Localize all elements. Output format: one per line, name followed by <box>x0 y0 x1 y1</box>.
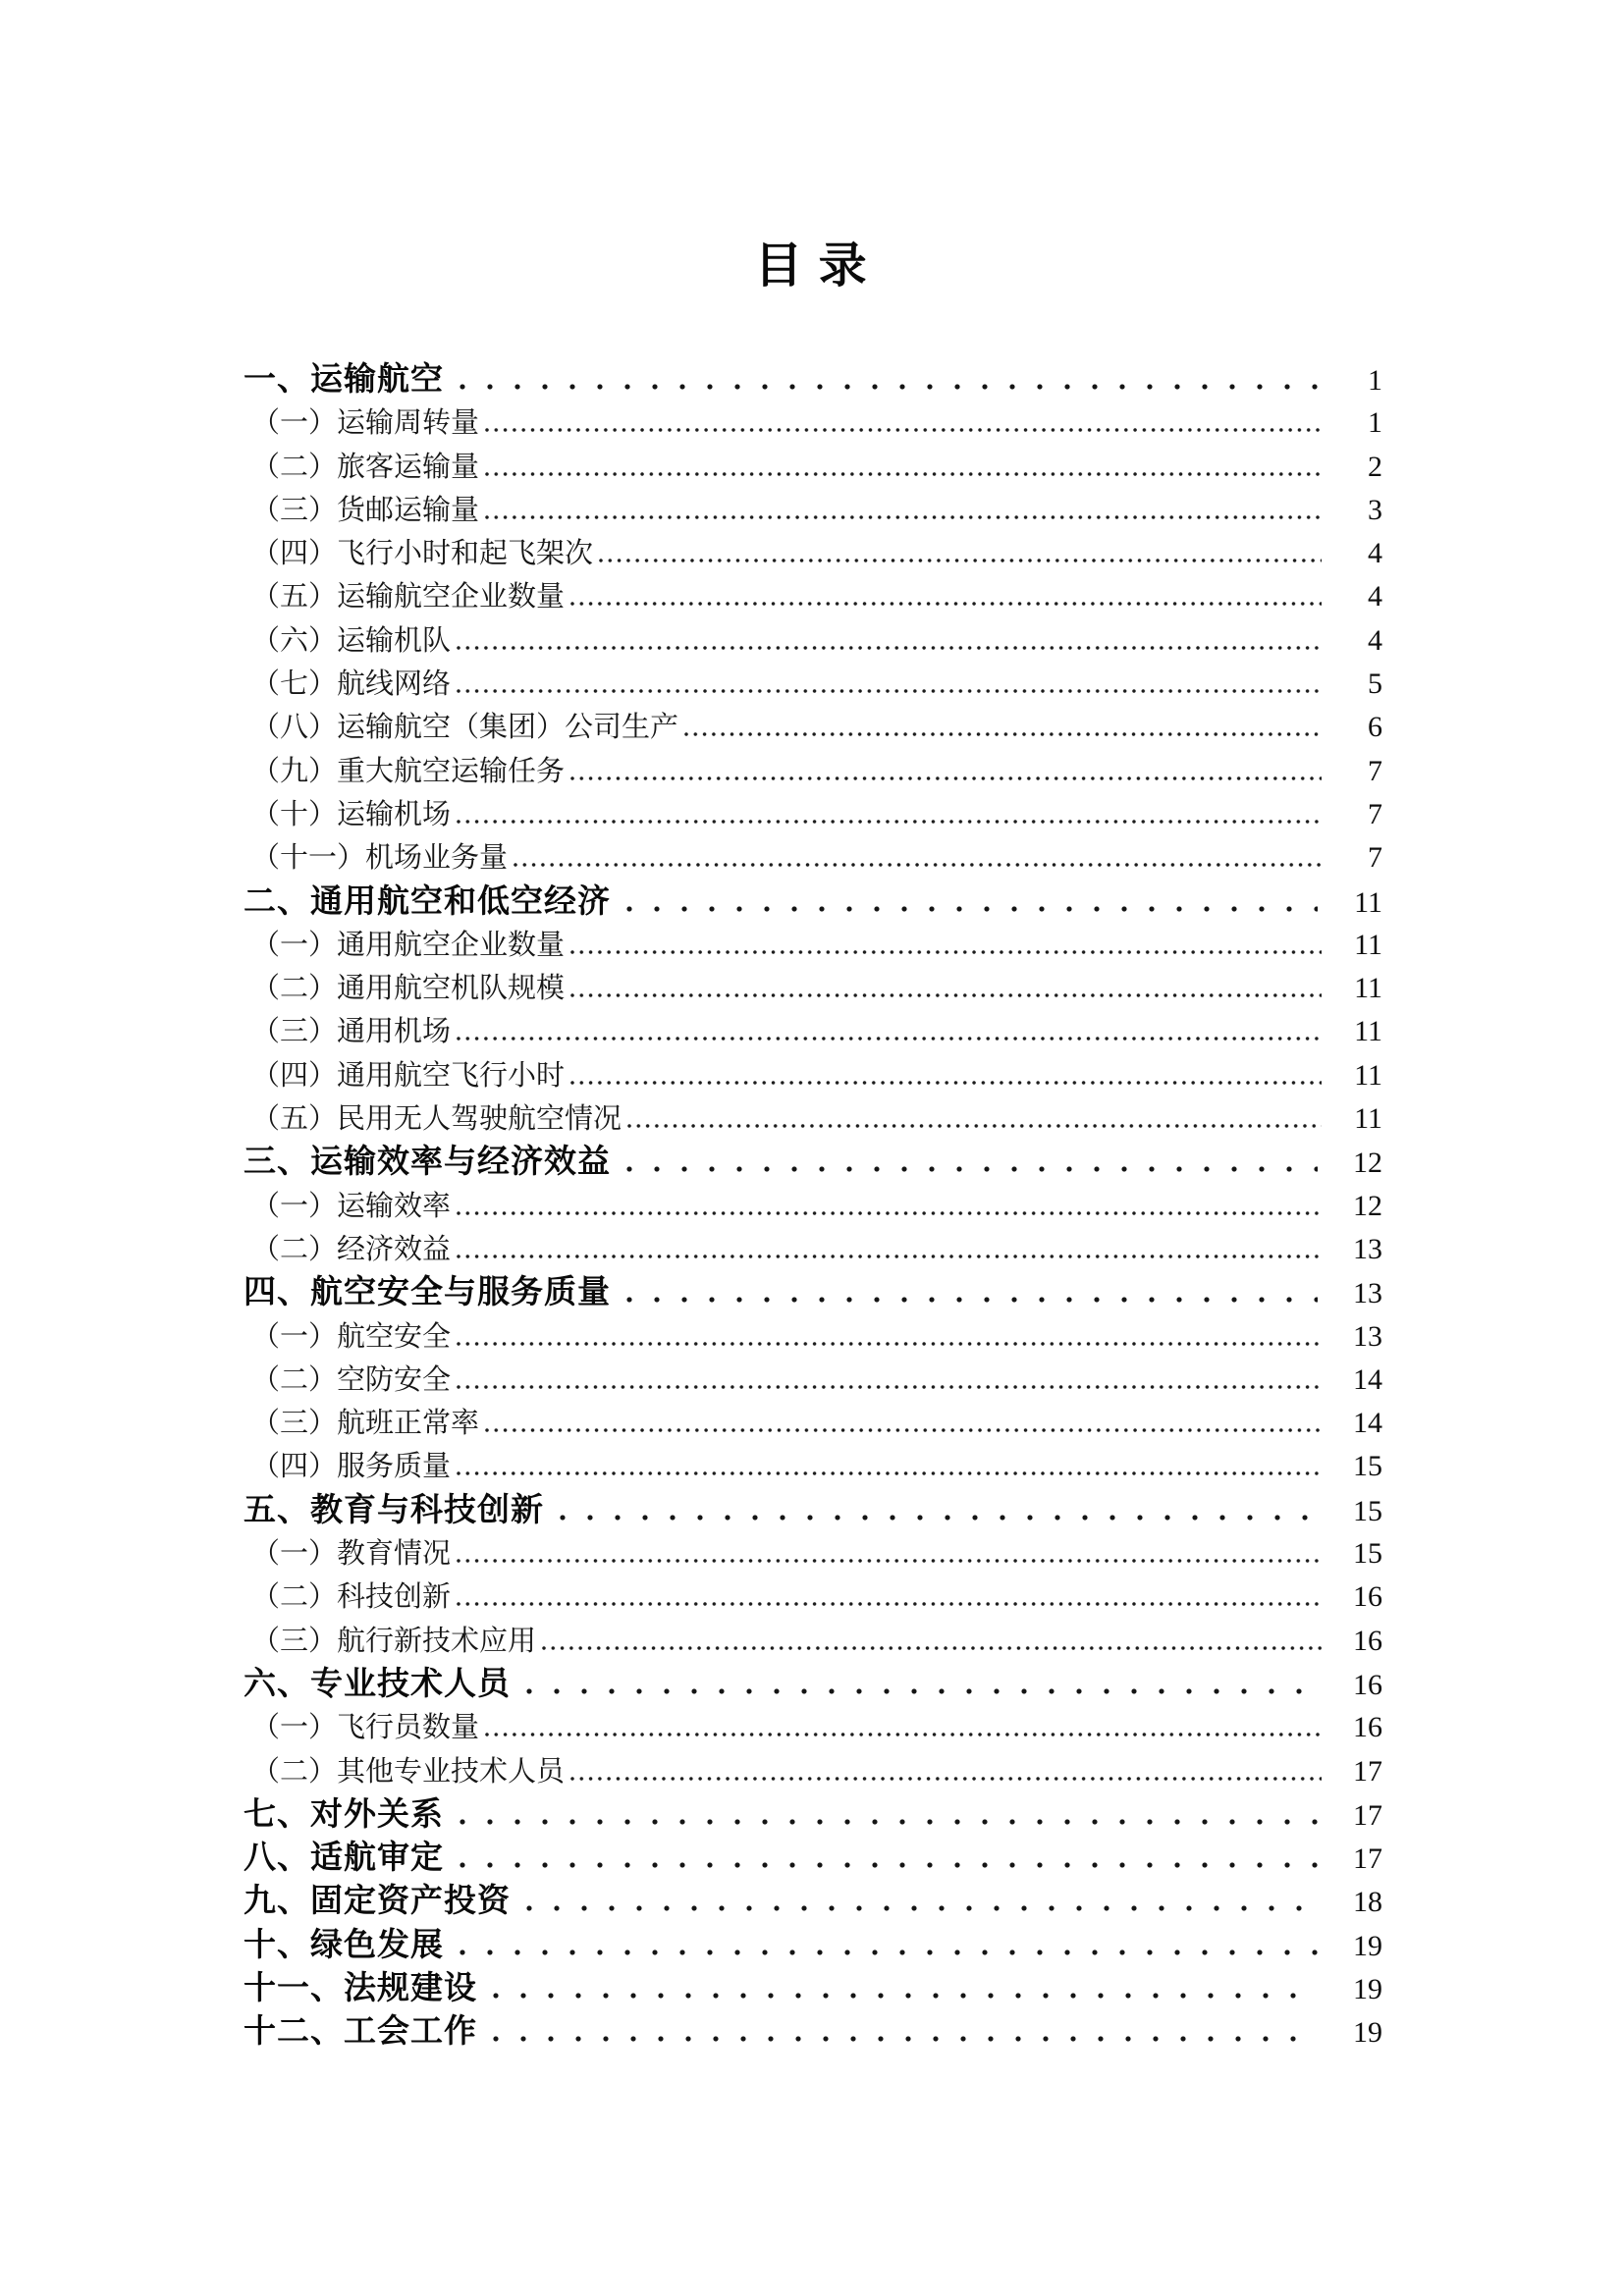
toc-entry-page: 11 <box>1354 928 1382 961</box>
toc-entry <box>243 1444 1382 1487</box>
toc-entry <box>243 1227 1382 1270</box>
toc-entry-label: （十）运输机场 <box>251 796 452 830</box>
toc-entry-label: （二）空防安全 <box>251 1362 452 1396</box>
toc-entry <box>243 574 1382 617</box>
toc-entry-page: 11 <box>1354 1102 1382 1136</box>
toc-entry-label: （九）重大航空运输任务 <box>251 753 566 787</box>
toc-entry-label: （三）通用机场 <box>251 1014 452 1048</box>
toc-entry <box>243 1053 1382 1096</box>
toc-entry-page: 11 <box>1354 1015 1382 1048</box>
toc-entry-label: （四）服务质量 <box>251 1449 452 1483</box>
toc-entry-label: （十一）机场业务量 <box>251 840 509 875</box>
toc-entry <box>243 749 1382 792</box>
toc-entry-label: 五、教育与科技创新 <box>243 1490 544 1527</box>
toc-entry <box>243 1401 1382 1444</box>
toc-entry <box>243 662 1382 705</box>
dot-leader <box>457 689 1322 693</box>
toc-entry <box>243 445 1382 488</box>
toc-entry-label: 三、运输效率与经济效益 <box>243 1143 611 1180</box>
dot-leader <box>570 1081 1322 1085</box>
toc-entry <box>243 531 1382 574</box>
toc-entry-page: 19 <box>1353 1929 1382 1962</box>
toc-entry <box>243 1358 1382 1401</box>
dot-leader <box>485 515 1322 519</box>
toc-entry-label: （二）经济效益 <box>251 1231 452 1265</box>
toc-entry-page: 6 <box>1368 711 1382 744</box>
toc-entry-page: 12 <box>1353 1147 1382 1180</box>
toc-entry-label: 九、固定资产投资 <box>243 1882 511 1919</box>
toc-entry <box>243 1009 1382 1052</box>
dot-leader <box>626 906 1318 912</box>
toc-entry-page: 2 <box>1368 450 1382 483</box>
dot-leader <box>485 472 1322 476</box>
toc-entry-label: 六、专业技术人员 <box>243 1664 511 1701</box>
toc-entry-label: （一）运输周转量 <box>251 405 480 440</box>
toc-entry-page: 19 <box>1353 1972 1382 2005</box>
dot-leader <box>460 384 1318 390</box>
toc-entry-page: 4 <box>1368 623 1382 657</box>
dot-leader <box>542 1646 1322 1650</box>
toc-entry-label: （一）飞行员数量 <box>251 1710 480 1744</box>
toc-entry <box>243 1270 1382 1313</box>
dot-leader <box>457 1037 1322 1041</box>
toc-entry <box>243 1966 1382 2009</box>
dot-leader <box>570 950 1322 954</box>
toc-entry-page: 16 <box>1353 1580 1382 1614</box>
toc-entry-page: 15 <box>1353 1450 1382 1483</box>
toc-entry-label: （一）通用航空企业数量 <box>251 927 566 961</box>
toc-entry-label: （三）货邮运输量 <box>251 492 480 526</box>
dot-leader <box>457 1471 1322 1475</box>
toc-entry-page: 17 <box>1353 1842 1382 1876</box>
toc-entry-page: 16 <box>1353 1668 1382 1701</box>
dot-leader <box>570 993 1322 997</box>
dot-leader <box>457 1211 1322 1215</box>
dot-leader <box>514 863 1322 867</box>
toc-entry-page: 3 <box>1368 493 1382 526</box>
dot-leader <box>457 646 1322 650</box>
dot-leader <box>493 2036 1318 2042</box>
toc-entry-label: （一）航空安全 <box>251 1318 452 1353</box>
toc-entry-label: （二）科技创新 <box>251 1579 452 1614</box>
toc-entry <box>243 835 1382 879</box>
toc-entry-label: （二）其他专业技术人员 <box>251 1753 566 1788</box>
toc-entry-page: 11 <box>1354 1058 1382 1092</box>
toc-entry <box>243 880 1382 923</box>
toc-entry <box>243 792 1382 835</box>
dot-leader <box>627 1124 1322 1128</box>
toc-entry-label: （四）通用航空飞行小时 <box>251 1057 566 1092</box>
toc-entry-label: （一）教育情况 <box>251 1536 452 1571</box>
toc-entry-page: 19 <box>1353 2016 1382 2050</box>
toc-entry <box>243 357 1382 400</box>
dot-leader <box>457 1385 1322 1389</box>
dot-leader <box>684 732 1322 736</box>
dot-leader <box>457 1255 1322 1258</box>
toc-entry-page: 13 <box>1353 1232 1382 1265</box>
toc-entry-page: 16 <box>1353 1624 1382 1657</box>
dot-leader <box>570 602 1322 606</box>
toc-entry <box>243 1619 1382 1662</box>
dot-leader <box>626 1166 1318 1172</box>
toc-entry <box>243 488 1382 531</box>
toc-entry <box>243 1836 1382 1879</box>
toc-entry-page: 15 <box>1353 1537 1382 1571</box>
toc-entry-label: （八）运输航空（集团）公司生产 <box>251 710 679 744</box>
toc-entry-page: 1 <box>1368 364 1382 397</box>
toc-entry <box>243 1705 1382 1748</box>
toc-entry-label: 七、对外关系 <box>243 1794 444 1832</box>
toc-entry-page: 14 <box>1353 1407 1382 1440</box>
dot-leader <box>560 1515 1318 1521</box>
dot-leader <box>570 776 1322 780</box>
toc-entry-page: 4 <box>1368 537 1382 570</box>
toc-entry-label: （七）航线网络 <box>251 667 452 701</box>
toc-entry-page: 14 <box>1353 1362 1382 1396</box>
dot-leader <box>599 559 1322 562</box>
toc-entry-page: 13 <box>1353 1319 1382 1353</box>
toc-entry <box>243 1923 1382 1966</box>
dot-leader <box>460 1819 1318 1825</box>
toc-entry-label: （四）飞行小时和起飞架次 <box>251 536 594 570</box>
toc-entry <box>243 618 1382 662</box>
toc-entry-page: 11 <box>1354 972 1382 1005</box>
toc-entry-page: 11 <box>1354 885 1382 919</box>
toc-entry-page: 7 <box>1368 754 1382 787</box>
dot-leader <box>570 1777 1322 1781</box>
toc-entry <box>243 1531 1382 1575</box>
dot-leader <box>460 1862 1318 1868</box>
toc-entry-page: 7 <box>1368 797 1382 830</box>
toc-entry-page: 1 <box>1368 406 1382 440</box>
toc-entry-page: 5 <box>1368 667 1382 701</box>
toc-entry-page: 18 <box>1353 1886 1382 1919</box>
toc-entry-label: 十一、法规建设 <box>243 1968 477 2005</box>
toc-entry-label: 四、航空安全与服务质量 <box>243 1273 611 1310</box>
toc-entry-label: （二）通用航空机队规模 <box>251 971 566 1005</box>
dot-leader <box>626 1297 1318 1303</box>
toc-entry <box>243 1662 1382 1705</box>
toc <box>243 357 1382 2054</box>
dot-leader <box>485 428 1322 432</box>
toc-entry-page: 12 <box>1353 1189 1382 1222</box>
dot-leader <box>457 1602 1322 1606</box>
toc-entry <box>243 400 1382 444</box>
dot-leader <box>485 1733 1322 1736</box>
toc-entry-label: （三）航班正常率 <box>251 1406 480 1440</box>
toc-entry-label: （三）航行新技术应用 <box>251 1623 537 1657</box>
dot-leader <box>457 820 1322 824</box>
toc-entry-label: （六）运输机队 <box>251 622 452 657</box>
toc-entry-page: 17 <box>1353 1798 1382 1832</box>
dot-leader <box>526 1688 1318 1694</box>
toc-entry-label: （五）运输航空企业数量 <box>251 579 566 614</box>
toc-entry <box>243 1749 1382 1792</box>
toc-entry <box>243 1488 1382 1531</box>
toc-entry <box>243 966 1382 1009</box>
toc-entry <box>243 2009 1382 2053</box>
dot-leader <box>457 1342 1322 1346</box>
toc-entry-label: 二、通用航空和低空经济 <box>243 881 611 919</box>
toc-entry-label: （二）旅客运输量 <box>251 449 480 483</box>
toc-entry <box>243 1096 1382 1140</box>
dot-leader <box>493 1993 1318 1999</box>
toc-entry <box>243 1140 1382 1183</box>
toc-entry <box>243 1575 1382 1618</box>
dot-leader <box>485 1428 1322 1432</box>
toc-entry-label: 八、适航审定 <box>243 1839 444 1876</box>
toc-entry-page: 7 <box>1368 841 1382 875</box>
toc-entry-page: 16 <box>1353 1711 1382 1744</box>
toc-entry-page: 17 <box>1353 1754 1382 1788</box>
toc-entry-label: 十、绿色发展 <box>243 1925 444 1962</box>
toc-entry-label: 一、运输航空 <box>243 360 444 397</box>
toc-entry-label: （一）运输效率 <box>251 1188 452 1222</box>
toc-entry-page: 13 <box>1353 1277 1382 1310</box>
toc-entry <box>243 1792 1382 1836</box>
toc-entry <box>243 705 1382 748</box>
toc-entry-label: （五）民用无人驾驶航空情况 <box>251 1101 622 1136</box>
dot-leader <box>457 1559 1322 1563</box>
toc-entry <box>243 1184 1382 1227</box>
toc-entry <box>243 1314 1382 1358</box>
dot-leader <box>526 1905 1318 1911</box>
dot-leader <box>460 1949 1318 1955</box>
toc-entry-page: 15 <box>1353 1494 1382 1527</box>
toc-entry <box>243 1879 1382 1922</box>
toc-entry-label: 十二、工会工作 <box>243 2012 477 2050</box>
toc-entry-page: 4 <box>1368 580 1382 614</box>
page-title: 目 录 <box>754 239 869 293</box>
toc-entry <box>243 923 1382 966</box>
